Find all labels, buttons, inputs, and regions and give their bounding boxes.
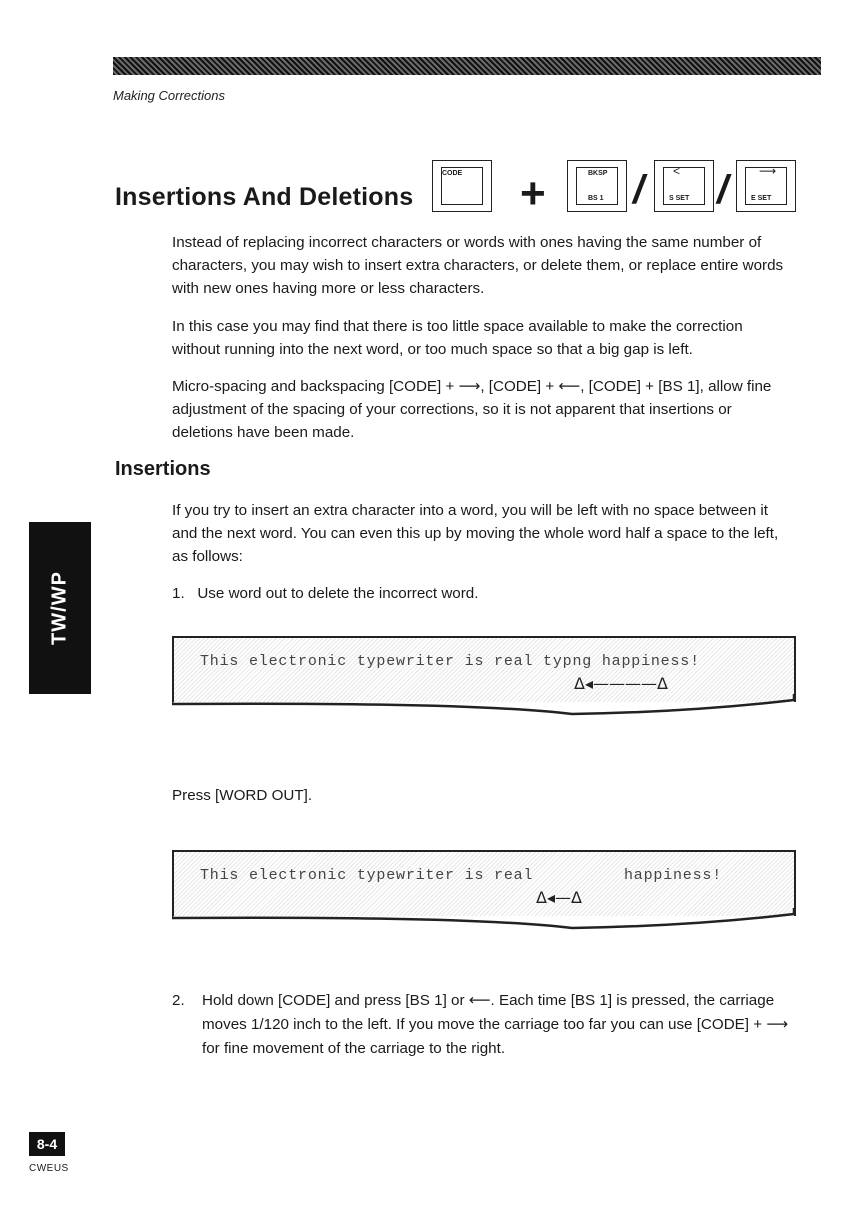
side-tab-label: TW/WP [48,571,71,645]
step-item [172,582,772,605]
slash-separator: / [717,168,729,212]
right-arrow-icon: ⟶ [759,164,777,178]
side-tab [29,522,91,694]
step-text: Use word out to delete the incorrect word. [197,585,479,602]
page-title: Insertions And Deletions [115,183,414,211]
left-arrow-key-icon [654,160,714,212]
code-key-label: CODE [442,170,463,177]
running-head: Making Corrections [113,88,225,103]
display-text: This electronic typewriter is real typng happiness! [200,653,700,670]
step-text: Hold down [CODE] and press [BS 1] or ⟵. Each time [BS 1] is pressed, the carriage moves 1/120 inch to the left. If you move the carriage too far you can use [CODE] + ⟶ for fine movement of the carriage to the right. [202,992,789,1057]
step-number: 1. [172,585,185,602]
bksp-key-icon [567,160,627,212]
header-rule [113,57,821,75]
paragraph: Micro-spacing and backspacing [CODE] + ⟶, [CODE] + ⟵, [CODE] + [BS 1], allow fine adjustment of the spacing of your corrections, so it is not apparent that insertions or deletions have been made. [172,378,772,441]
correction-marker: Δ◂—Δ [536,888,582,907]
section-heading: Insertions [115,458,211,480]
left-arrow-icon: < [673,164,681,178]
step-number: 2. [172,992,185,1009]
bs1-key-label: BS 1 [588,195,604,202]
display-text: This electronic typewriter is real [200,867,534,884]
right-arrow-key-icon [736,160,796,212]
correction-marker: Δ◂————Δ [574,674,668,693]
bksp-key-label: BKSP [588,170,608,177]
display-illustration [172,636,796,702]
display-edge [172,906,796,930]
plus-sign: + [520,169,546,218]
footer-code: CWEUS [29,1163,69,1174]
paragraph: If you try to insert an extra character into a word, you will be left with no space between it and the next word. You can even this up by moving the whole word half a space to the left, as follows: [172,502,779,565]
paragraph: In this case you may find that there is too little space available to make the correction without running into the next word, or too much space so that a big gap is left. [172,318,743,358]
page-number: 8-4 [29,1132,65,1156]
slash-separator: / [633,168,645,212]
display-text-right: happiness! [624,867,723,884]
paragraph: Instead of replacing incorrect characters or words with ones having the same number of characters, you may wish to insert extra characters, or delete them, or replace entire words with new ones having more or less characters. [172,234,784,297]
code-key-icon [432,160,492,212]
display-edge [172,692,796,716]
press-word-out-text: Press [WORD OUT]. [172,787,313,804]
eset-key-label: E SET [751,195,772,202]
sset-key-label: S SET [669,195,690,202]
step-item [172,989,792,1061]
display-illustration [172,850,796,916]
